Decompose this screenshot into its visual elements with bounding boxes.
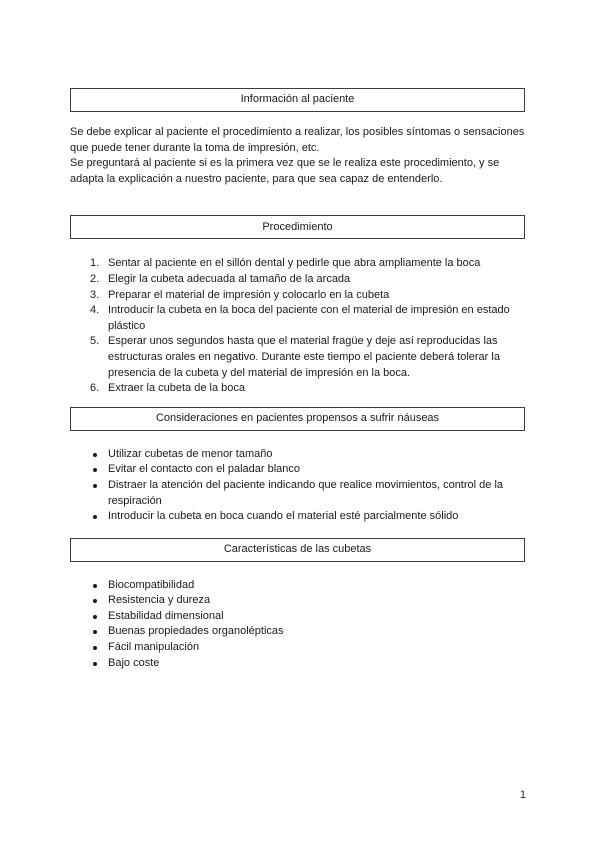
list-item-number: 3. xyxy=(90,288,100,301)
section-heading-box-procedimiento xyxy=(70,215,525,239)
paragraph: Se debe explicar al paciente el procedimiento a realizar, los posibles síntomas o sensaciones que puede tener durante la toma de impresión, etc. xyxy=(70,126,525,154)
list-item xyxy=(70,256,525,272)
list-item: Distraer la atención del paciente indicando que realice movimientos, control de la respiración xyxy=(70,478,525,509)
list-item-number: 1. xyxy=(90,257,100,270)
list-item-text: Esperar unos segundos hasta que el material fragüe y deje así reproducidas las estructuras orales en negativo. Durante este tiempo el paciente deberá tolerar la presencia de la cubeta y del material de impresión en la boca. xyxy=(108,335,500,379)
list-item-text: Extraer la cubeta de la boca xyxy=(108,382,245,395)
list-item xyxy=(70,334,525,381)
list-item: Buenas propiedades organolépticas xyxy=(70,624,525,640)
section-heading-box-consideraciones-nauseas xyxy=(70,407,525,431)
list-item: Resistencia y dureza xyxy=(70,593,525,609)
list-item: Fácil manipulación xyxy=(70,640,525,656)
section-heading-box-informacion-al-paciente xyxy=(70,88,525,112)
section-heading-text: Características de las cubetas xyxy=(223,542,372,555)
list-item-text: Preparar el material de impresión y colocarlo en la cubeta xyxy=(108,288,390,301)
list-item xyxy=(70,272,525,288)
list-item xyxy=(70,288,525,304)
list-item: Biocompatibilidad xyxy=(70,578,525,594)
section-heading-text: Procedimiento xyxy=(262,220,333,233)
list-item-text: Introducir la cubeta en la boca del paciente con el material de impresión en estado plástico xyxy=(108,304,510,332)
tray-characteristics-bullet-list xyxy=(70,578,525,672)
section-heading-box-caracteristicas-cubetas xyxy=(70,538,525,562)
list-item-number: 6. xyxy=(90,382,100,395)
procedure-ordered-list xyxy=(70,256,525,396)
list-item: Introducir la cubeta en boca cuando el material esté parcialmente sólido xyxy=(70,509,525,525)
page-number: 1 xyxy=(519,789,526,801)
list-item: Utilizar cubetas de menor tamaño xyxy=(70,447,525,463)
section-heading-text: Consideraciones en pacientes propensos a sufrir náuseas xyxy=(155,411,440,424)
list-item xyxy=(70,303,525,334)
list-item: Estabilidad dimensional xyxy=(70,609,525,625)
list-item-number: 5. xyxy=(90,335,100,348)
list-item: Evitar el contacto con el paladar blanco xyxy=(70,462,525,478)
list-item: Bajo coste xyxy=(70,656,525,672)
list-item xyxy=(70,381,525,397)
intro-paragraphs xyxy=(70,125,525,187)
nausea-considerations-bullet-list xyxy=(70,447,525,525)
list-item-number: 4. xyxy=(90,304,100,317)
list-item-text: Elegir la cubeta adecuada al tamaño de la arcada xyxy=(108,272,351,285)
list-item-number: 2. xyxy=(90,272,100,285)
section-heading-text: Información al paciente xyxy=(240,93,355,106)
list-item-text: Sentar al paciente en el sillón dental y pedirle que abra ampliamente la boca xyxy=(108,257,481,270)
document-content xyxy=(70,88,525,671)
paragraph: Se preguntará al paciente si es la primera vez que se le realiza este procedimiento, y se adapta la explicación a nuestro paciente, para que sea capaz de entenderlo. xyxy=(70,157,500,185)
